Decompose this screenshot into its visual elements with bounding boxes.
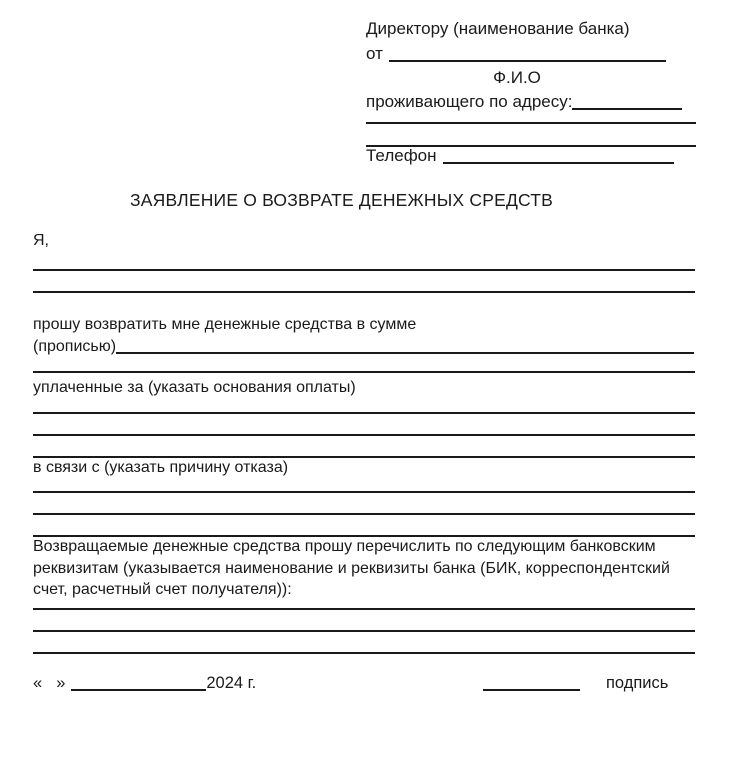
request-line-1: прошу возвратить мне денежные средства в сумме [33,316,417,333]
paid-for-rule-1 [33,412,695,414]
requisites-rule-3 [33,652,695,654]
reason-rule-2 [33,513,695,515]
applicant-rule-1 [33,269,695,271]
address-rule-1 [366,122,696,124]
from-line [366,41,696,66]
request-line-2 [33,336,694,357]
addressee-line: Директору (наименование банка) [366,19,630,38]
signature-group [483,674,668,693]
sum-rule-1 [33,371,695,373]
year-label: 2024 г. [206,674,257,692]
signature-label: подпись [606,674,669,692]
phone-line [366,143,674,168]
page-title: ЗАЯВЛЕНИЕ О ВОЗВРАТЕ ДЕНЕЖНЫХ СРЕДСТВ [130,190,554,210]
reason-rule-1 [33,491,695,493]
day-open-quote: « [33,674,43,692]
reason-label: в связи с (указать причину отказа) [33,459,289,476]
requisites-rule-1 [33,608,695,610]
address-fill-blank[interactable] [572,94,682,110]
requisites-rule-2 [33,630,695,632]
paid-for-label: уплаченные за (указать основания оплаты) [33,379,356,396]
phone-label: Телефон [366,146,437,165]
address-label: проживающего по адресу: [366,92,573,111]
applicant-rule-2 [33,291,695,293]
date-blank[interactable] [71,675,206,691]
phone-fill-blank[interactable] [443,148,674,164]
addressee-block [366,16,696,114]
signature-blank[interactable] [483,676,580,691]
from-label: от [366,44,383,63]
address-line [366,89,696,114]
paid-for-rule-2 [33,434,695,436]
fio-caption: Ф.И.О [493,68,541,87]
request-line-2-label: (прописью) [33,338,117,355]
from-fill-blank[interactable] [389,46,666,62]
sum-in-words-blank[interactable] [116,338,694,354]
applicant-label: Я, [33,232,49,249]
requisites-paragraph: Возвращаемые денежные средства прошу перечислить по следующим банковским реквизитам (указывается наименование и реквизиты банка (БИК, корреспондентский счет, расчетный счет получателя)): [33,538,670,598]
signature-row [33,674,698,693]
day-close-quote: » [56,674,66,692]
